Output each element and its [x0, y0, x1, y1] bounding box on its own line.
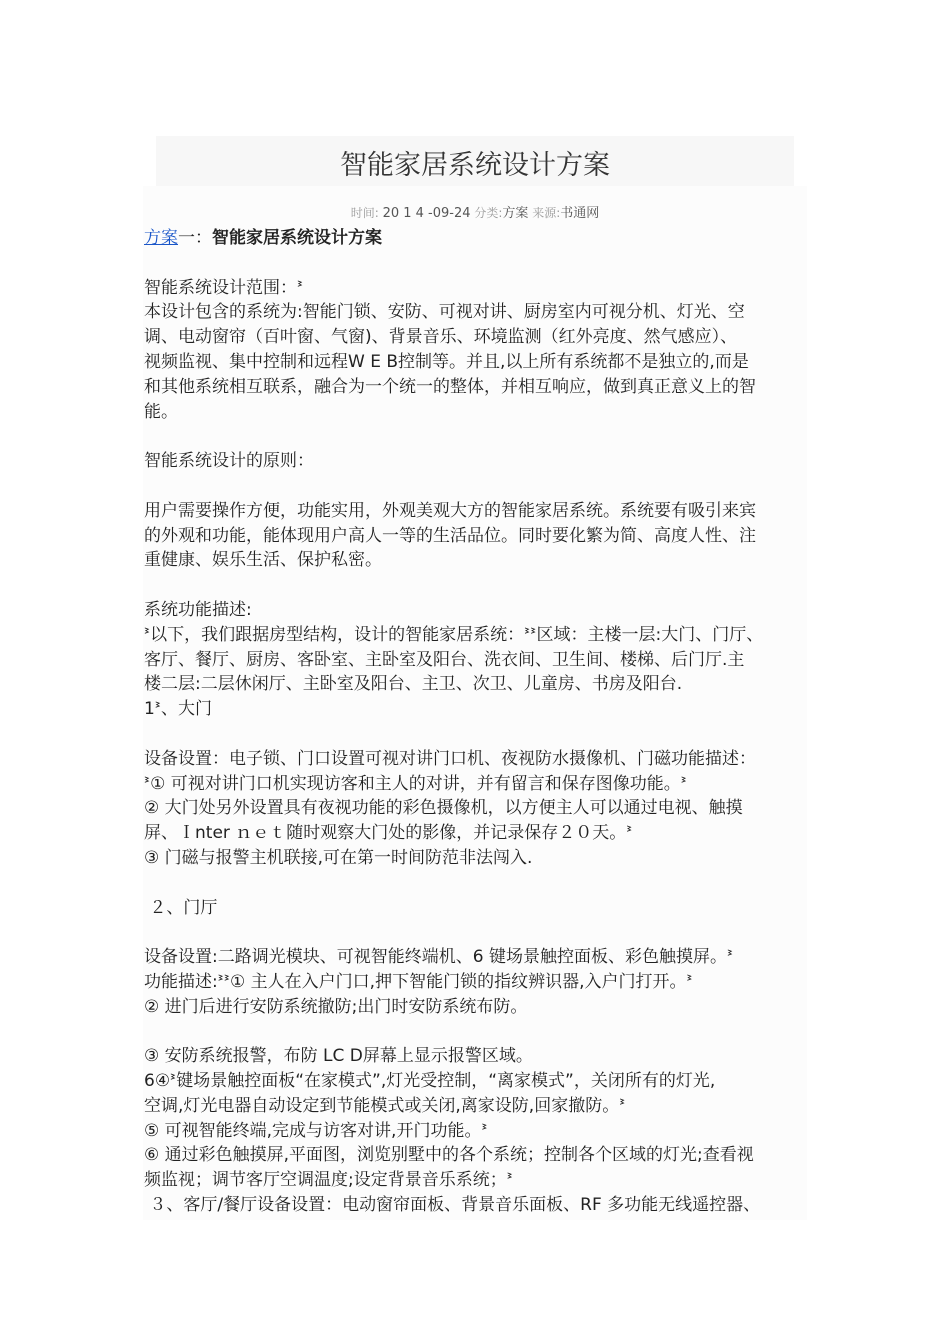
heading-link[interactable]: 方案	[144, 228, 178, 248]
source-value[interactable]: 书通网	[560, 206, 600, 221]
text-line: 智能系统设计范围：ᕑ	[144, 277, 304, 298]
text-line: 客厅、餐厅、厨房、客卧室、主卧室及阳台、洗衣间、卫生间、楼梯、后门厅.主	[144, 649, 745, 670]
text-line: 设备设置：电子锁、门口设置可视对讲门口机、夜视防水摄像机、门磁功能描述：	[144, 748, 756, 769]
article-lines	[144, 251, 814, 1218]
text-line: 频监视；调节客厅空调温度;设定背景音乐系统；ᕑ	[144, 1170, 513, 1191]
article-body	[144, 226, 814, 1218]
text-line: 本设计包含的系统为:智能门锁、安防、可视对讲、厨房室内可视分机、灯光、空	[144, 302, 745, 323]
text-line: 重健康、娱乐生活、保护私密。	[144, 550, 382, 571]
text-line: ③ 门磁与报警主机联接,可在第一时间防范非法闯入.	[144, 847, 533, 868]
category-label: 分类:	[474, 206, 503, 220]
text-line: ③ 安防系统报警，布防 LC D屏幕上显示报警区域。	[144, 1046, 533, 1067]
text-line: 6④ᕑ键场景触控面板“在家模式”,灯光受控制，“离家模式”，关闭所有的灯光,	[144, 1071, 716, 1092]
text-line: 1ᕑ、大门	[144, 699, 212, 720]
page-title-box	[156, 136, 794, 188]
heading-bold: 智能家居系统设计方案	[212, 228, 382, 248]
text-line: 用户需要操作方便，功能实用，外观美观大方的智能家居系统。系统要有吸引来宾	[144, 500, 756, 521]
text-line: 智能系统设计的原则：	[144, 451, 314, 472]
blank-line	[144, 871, 814, 896]
blank-line	[144, 920, 814, 945]
text-line: 视频监视、集中控制和远程W E B控制等。并且,以上所有系统都不是独立的,而是	[144, 351, 749, 372]
text-line: ３、客厅/餐厅设备设置：电动窗帘面板、背景音乐面板、RF 多功能无线遥控器、	[144, 1195, 761, 1216]
text-line: 屏、Ｉnter ｎｅｔ随时观察大门处的影像，并记录保存２０天。ᕑ	[144, 823, 633, 844]
page-title: 智能家居系统设计方案	[340, 149, 610, 181]
text-line: 楼二层:二层休闲厅、主卧室及阳台、主卫、次卫、儿童房、书房及阳台.	[144, 674, 683, 695]
text-line: ⑥ 通过彩色触摸屏,平面图，浏览别墅中的各个系统；控制各个区域的灯光;查看视	[144, 1145, 754, 1166]
text-line: 空调,灯光电器自动设定到节能模式或关闭,离家设防,回家撤防。ᕑ	[144, 1095, 626, 1116]
text-line: ２、门厅	[144, 897, 218, 918]
blank-line	[144, 424, 814, 449]
text-line: 和其他系统相互联系，融合为一个统一的整体，并相互响应，做到真正意义上的智	[144, 376, 756, 397]
heading-mid: 一：	[178, 228, 212, 248]
text-line: 设备设置:二路调光模块、可视智能终端机、6 键场景触控面板、彩色触摸屏。ᕑ	[144, 947, 734, 968]
blank-line	[144, 251, 814, 276]
text-line: ② 进门后进行安防系统撤防;出门时安防系统布防。	[144, 996, 528, 1017]
blank-line	[144, 573, 814, 598]
text-line: 功能描述:ᕑᕑ① 主人在入户门口,押下智能门锁的指纹辨识器,入户门打开。ᕑ	[144, 971, 693, 992]
category-value[interactable]: 方案	[502, 206, 529, 221]
time-value: 20 1 4 -09-24	[382, 206, 471, 221]
text-line: 的外观和功能，能体现用户高人一等的生活品位。同时要化繁为简、高度人性、注	[144, 525, 756, 546]
text-line: ᕑ① 可视对讲门口机实现访客和主人的对讲，并有留言和保存图像功能。ᕑ	[144, 773, 687, 794]
text-line: 调、电动窗帘（百叶窗、气窗)、背景音乐、环境监测（红外亮度、然气感应）、	[144, 327, 738, 348]
source-label: 来源:	[532, 206, 561, 220]
blank-line	[144, 1020, 814, 1045]
article-meta	[143, 202, 807, 221]
time-label: 时间:	[350, 206, 379, 220]
text-line: ⑤ 可视智能终端,完成与访客对讲,开门功能。ᕑ	[144, 1120, 488, 1141]
text-line: ② 大门处另外设置具有夜视功能的彩色摄像机，以方便主人可以通过电视、触摸	[144, 798, 743, 819]
blank-line	[144, 474, 814, 499]
article-heading	[144, 226, 814, 251]
text-line: 系统功能描述:	[144, 599, 252, 620]
text-line: ᕑ以下，我们跟据房型结构，设计的智能家居系统：ᕑᕑ区域：主楼一层:大门、门厅、	[144, 624, 764, 645]
blank-line	[144, 722, 814, 747]
text-line: 能。	[144, 401, 178, 422]
